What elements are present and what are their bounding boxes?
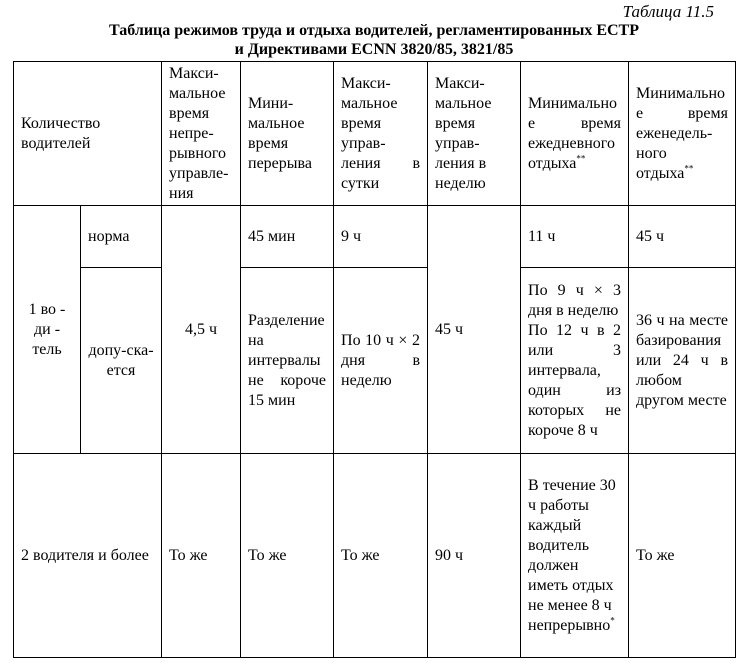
allowed-min-daily-rest-2: По 12 ч в 2 или 3 интервала, один из которых не короче 8 ч <box>528 321 622 439</box>
header-min-weekly-rest-text: Минимальное время еженедель-ного отдыха <box>636 84 729 182</box>
header-min-daily-rest <box>521 62 629 206</box>
header-min-weekly-rest <box>629 62 736 206</box>
title-line-1: Таблица режимов труда и отдыха водителей, регламентированных ЕСТР <box>108 22 639 39</box>
two-drivers-min-daily-rest <box>521 454 629 658</box>
table-title <box>0 21 748 59</box>
table-row <box>14 206 736 268</box>
header-max-weekly: Макси-мальное время управ-ления в неделю <box>428 62 521 206</box>
table-caption: Таблица 11.5 <box>622 2 714 21</box>
footnote-mark: * <box>610 615 615 626</box>
two-drivers-min-daily-rest-text: В течение 30 ч работы каждый водитель должен иметь отдых не менее 8 ч непрерывно <box>528 476 616 634</box>
two-drivers-min-weekly-rest: То же <box>629 454 736 658</box>
two-drivers-label: 2 водителя и более <box>14 454 162 658</box>
header-min-daily-rest-text: Минимальное время ежедневного отдыха <box>528 94 622 172</box>
two-drivers-max-daily: То же <box>334 454 428 658</box>
allowed-max-daily: По 10 ч × 2 дня в неделю <box>334 268 428 454</box>
allowed-min-break: Разделение на интервалы не короче 15 мин <box>241 268 334 454</box>
allowed-min-daily-rest <box>521 268 629 454</box>
norm-max-daily: 9 ч <box>334 206 428 268</box>
header-min-break: Мини-мальное время перерыва <box>241 62 334 206</box>
header-row <box>14 62 736 206</box>
one-driver-max-weekly: 45 ч <box>428 206 521 454</box>
norm-min-weekly-rest: 45 ч <box>629 206 736 268</box>
one-driver-max-continuous: 4,5 ч <box>162 206 241 454</box>
allowed-label: допу-ска-ется <box>81 268 162 454</box>
header-max-daily: Макси-мальное время управ-ления в сутки <box>334 62 428 206</box>
footnote-mark: ** <box>684 163 694 174</box>
two-drivers-min-break: То же <box>241 454 334 658</box>
header-drivers-count: Количество водителей <box>14 62 162 206</box>
two-drivers-max-continuous: То же <box>162 454 241 658</box>
work-rest-table <box>13 61 736 658</box>
table-row <box>14 454 736 658</box>
two-drivers-max-weekly: 90 ч <box>428 454 521 658</box>
norm-min-daily-rest: 11 ч <box>521 206 629 268</box>
title-line-2: и Директивами ECNN 3820/85, 3821/85 <box>234 41 514 58</box>
allowed-min-weekly-rest: 36 ч на месте базирования или 24 ч в любом другом месте <box>629 268 736 454</box>
table-row <box>14 268 736 454</box>
norm-label: норма <box>81 206 162 268</box>
footnote-mark: ** <box>576 153 586 164</box>
header-max-continuous: Макси-мальное время непре-рывного управле-ния <box>162 62 241 206</box>
allowed-min-daily-rest-1: По 9 ч × 3 дня в неделю <box>528 281 622 319</box>
one-driver-label: 1 во - ди - тель <box>14 206 81 454</box>
norm-min-break: 45 мин <box>241 206 334 268</box>
